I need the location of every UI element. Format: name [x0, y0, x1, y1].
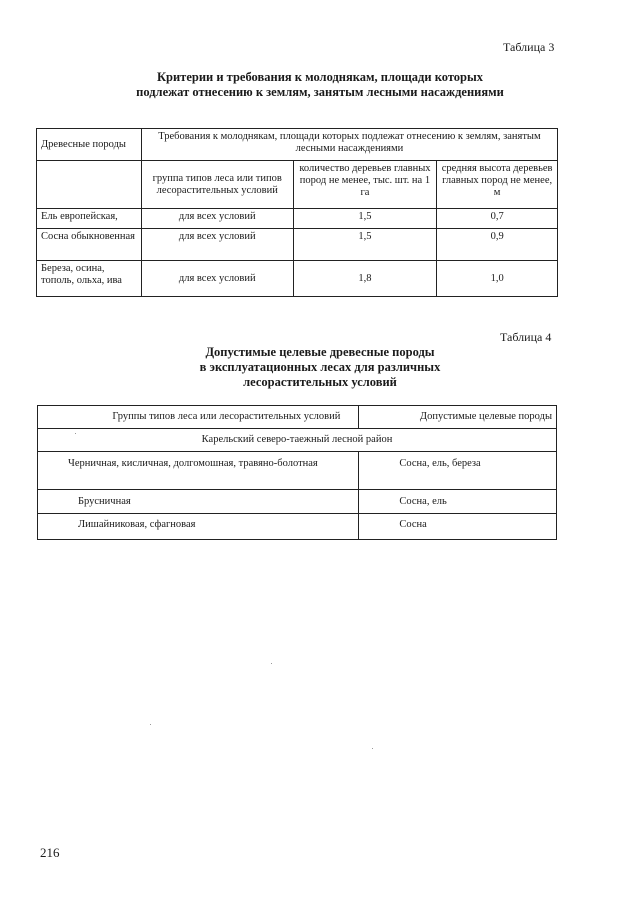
table3-subheader-height: средняя высота деревьев главных пород не менее, м — [437, 161, 558, 209]
table3-label: Таблица 3 — [503, 40, 555, 54]
table3-cell-count: 1,5 — [293, 209, 437, 229]
table3-header-row — [37, 129, 558, 161]
table4-region: Карельский северо-таежный лесной район — [38, 429, 557, 452]
table3-cell-count: 1,5 — [293, 229, 437, 261]
table3-title-line-2: подлежат отнесению к землям, занятым лесными насаждениями — [136, 85, 504, 99]
table4-cell-species: Сосна — [359, 514, 557, 540]
table4-header-groups: Группы типов леса или лесорастительных условий — [38, 406, 359, 429]
table3 — [36, 128, 558, 297]
scan-speck — [150, 724, 151, 725]
table3-cell-species: Береза, осина, тополь, ольха, ива — [37, 261, 142, 297]
table4-cell-group: Брусничная — [38, 490, 359, 514]
table4-title-line-2: в эксплуатационных лесах для различных — [199, 360, 441, 374]
table-row — [38, 452, 557, 490]
table4-title-line-1: Допустимые целевые древесные породы — [205, 345, 435, 359]
table4-cell-group: Лишайниковая, сфагновая — [38, 514, 359, 540]
table3-cell-height: 1,0 — [437, 261, 558, 297]
table4 — [37, 405, 557, 540]
table4-header-row — [38, 406, 557, 429]
table4-region-row — [38, 429, 557, 452]
table3-cell-species: Ель европейская, — [37, 209, 142, 229]
table4-title — [0, 345, 640, 390]
table4-label: Таблица 4 — [500, 330, 552, 344]
table3-cell-group: для всех условий — [141, 209, 293, 229]
table-row — [37, 261, 558, 297]
table3-title-line-1: Критерии и требования к молоднякам, площади которых — [156, 70, 484, 84]
table3-cell-count: 1,8 — [293, 261, 437, 297]
table4-cell-group: Черничная, кисличная, долгомошная, травяно-болотная — [38, 452, 359, 490]
table3-header-species: Древесные породы — [37, 129, 142, 161]
table3-cell-group: для всех условий — [141, 229, 293, 261]
table3-title — [0, 70, 640, 100]
table3-cell-height: 0,7 — [437, 209, 558, 229]
scan-speck — [372, 748, 373, 749]
table4-title-line-3: лесорастительных условий — [243, 375, 397, 389]
scan-speck — [271, 663, 272, 664]
table-row — [38, 514, 557, 540]
table3-subheader-row — [37, 161, 558, 209]
table4-cell-species: Сосна, ель — [359, 490, 557, 514]
table3-cell-group: для всех условий — [141, 261, 293, 297]
table3-cell-height: 0,9 — [437, 229, 558, 261]
table3-subheader-group: группа типов леса или типов лесорастительных условий — [141, 161, 293, 209]
table4-cell-species: Сосна, ель, береза — [359, 452, 557, 490]
table-row — [37, 209, 558, 229]
table3-cell-species: Сосна обыкновенная — [37, 229, 142, 261]
page-number: 216 — [40, 845, 60, 860]
table-row — [38, 490, 557, 514]
table3-subheader-empty — [37, 161, 142, 209]
scan-speck — [75, 433, 76, 434]
table3-subheader-count: количество деревьев главных пород не менее, тыс. шт. на 1 га — [293, 161, 437, 209]
table3-header-requirements: Требования к молоднякам, площади которых подлежат отнесению к землям, занятым лесными насаждениями — [141, 129, 557, 161]
table-row — [37, 229, 558, 261]
table4-header-species: Допустимые целевые породы — [359, 406, 557, 429]
